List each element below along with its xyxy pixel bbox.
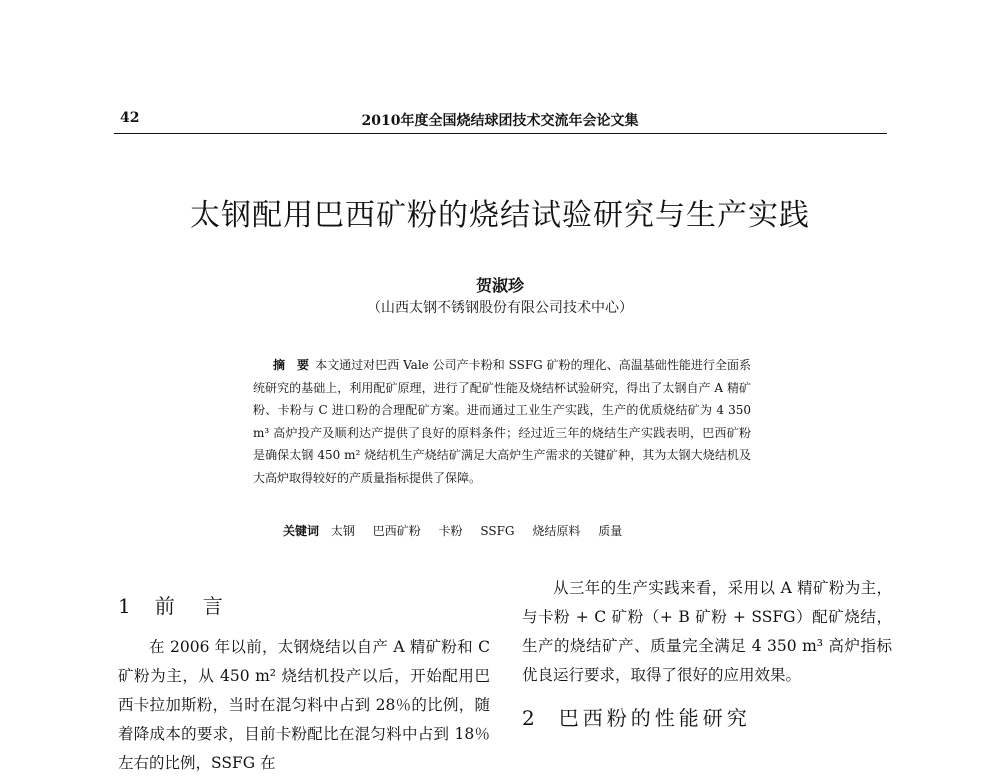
right-column [522, 574, 892, 745]
section-number: 1 [118, 594, 135, 618]
left-column [118, 580, 490, 778]
abstract [253, 354, 751, 490]
section-heading-2 [522, 702, 892, 731]
abstract-label: 摘 要 [273, 358, 310, 372]
section-number: 2 [522, 706, 539, 730]
paragraph: 从三年的生产实践来看，采用以 A 精矿粉为主，与卡粉 + C 矿粉（+ B 矿粉 + SSFG）配矿烧结，生产的烧结矿产、质量完全满足 4 350 m³ 高炉指标优良运行要求，取得了很好的应用效果。 [522, 579, 892, 684]
keyword: 质量 [598, 524, 623, 538]
affiliation: （山西太钢不锈钢股份有限公司技术中心） [367, 300, 633, 316]
author: 贺淑珍 [475, 276, 524, 295]
keyword: SSFG [480, 524, 515, 538]
paper-title: 太钢配用巴西矿粉的烧结试验研究与生产实践 [190, 198, 810, 233]
section-heading-1 [118, 590, 490, 619]
keyword: 巴西矿粉 [372, 524, 421, 538]
keyword: 烧结原料 [532, 524, 581, 538]
running-header: 2010年度全国烧结球团技术交流年会论文集 [361, 113, 639, 129]
keyword: 太钢 [330, 524, 355, 538]
keywords-label: 关键词 [283, 524, 320, 538]
keywords [283, 522, 636, 539]
abstract-text: 本文通过对巴西 Vale 公司产卡粉和 SSFG 矿粉的理化、高温基础性能进行全面系统研究的基础上，利用配矿原理，进行了配矿性能及烧结杯试验研究，得出了太钢自产 A 精矿粉、卡粉与 C 进口粉的合理配矿方案。进而通过工业生产实践，生产的优质烧结矿为 4 350 m³ 高炉投产及顺利达产提供了良好的原料条件；经过近三年的烧结生产实践表明，巴西矿粉是确保太钢 450 m² 烧结机生产烧结矿满足大高炉生产需求的关键矿种，其为太钢大烧结机及大高炉取得较好的产质量指标提供了保障。 [253, 358, 751, 485]
section-title: 前 言 [154, 594, 227, 618]
page-number: 42 [120, 110, 140, 126]
section-title: 巴西粉的性能研究 [558, 706, 751, 730]
header-rule [114, 133, 887, 134]
paragraph: 在 2006 年以前，太钢烧结以自产 A 精矿粉和 C 矿粉为主，从 450 m² 烧结机投产以后，开始配用巴西卡拉加斯粉，当时在混匀料中占到 28％的比例，随着降成本的要求，目前卡粉配比在混匀料中占到 18％左右的比例，SSFG 在 [118, 638, 490, 772]
keyword: 卡粉 [438, 524, 463, 538]
